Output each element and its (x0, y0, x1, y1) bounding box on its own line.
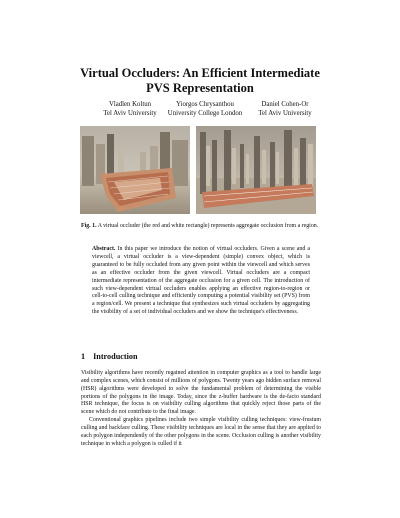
figure-1-left-image (80, 126, 190, 214)
author-3 (245, 100, 325, 118)
author-name: Vladlen Koltun (108, 101, 152, 108)
author-1 (95, 100, 165, 118)
section-title: Introduction (93, 352, 138, 361)
section-number: 1 (81, 352, 86, 361)
abstract-label: Abstract. (92, 246, 116, 252)
figure-caption (81, 223, 321, 231)
figure-1-right-image (196, 126, 316, 214)
abstract-text: In this paper we introduce the notion of virtual occluders. Given a scene and a viewcell, a virtual occluder is a view-dependent (simple) convex object, which is guaranteed to be fully occluded from any given point within the viewcell and which serves as an effective occluder from the given viewcell. Virtual occluders are a compact intermediate representation of the aggregate occlusion for a given cell. The introduction of such view-dependent virtual occluders enables applying an effective region-to-region or cell-to-cell culling technique and efficiently computing a potential visibility set (PVS) from a region/cell. We present a technique that synthesizes such virtual occluders by aggregating the visibility of a set of individual occluders and we show the technique's effectiveness. (92, 246, 310, 316)
section-heading (81, 352, 146, 361)
author-affiliation: Tel Aviv University (103, 110, 157, 117)
author-name: Daniel Cohen-Or (261, 101, 309, 108)
abstract (92, 246, 310, 317)
author-affiliation: University College London (167, 110, 243, 117)
figure-caption-label: Fig. 1. (81, 223, 97, 229)
introduction-body (81, 370, 321, 448)
author-name: Yiorgos Chrysanthou (176, 101, 234, 108)
author-2 (160, 100, 250, 118)
intro-paragraph-2: Conventional graphics pipelines include two simple visibility culling techniques: view-frustum culling and backface culling. These visibility techniques are local in the sense that they are applied to each polygon independently of the other polygons in the scene. Occlusion culling is another visibility technique in which a polygon is culled if it (81, 417, 321, 447)
figure-caption-text: A virtual occluder (the red and white rectangle) represents aggregate occlusion from a region. (97, 223, 319, 229)
intro-paragraph-1: Visibility algorithms have recently regained attention in computer graphics as a tool to handle large and complex scenes, which consist of millions of polygons. Twenty years ago hidden surface removal (HSR) algorithms were developed to solve the fundamental problem of determining the visible portions of the polygons in the image. Today, since the z-buffer hardware is the de-facto standard HSR technique, the focus is on visibility culling algorithms that quickly reject those parts of the scene which do not contribute to the final image. (81, 370, 321, 416)
paper-title-line-2: PVS Representation (146, 81, 254, 95)
paper-title-line-1: Virtual Occluders: An Efficient Intermediate (80, 66, 320, 80)
author-affiliation: Tel Aviv University (258, 110, 312, 117)
